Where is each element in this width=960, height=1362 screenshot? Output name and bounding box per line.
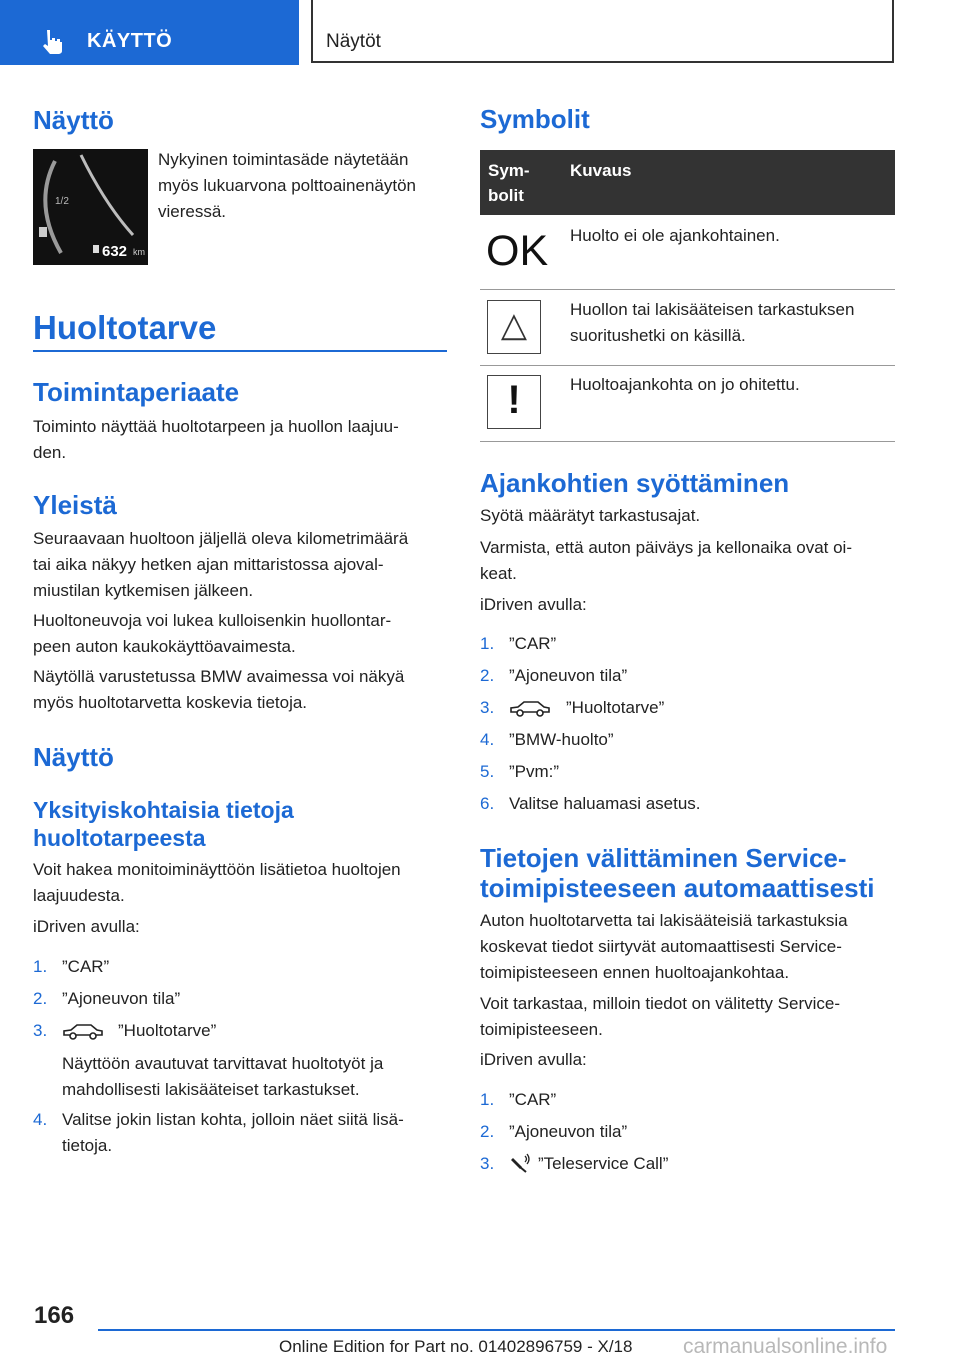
table-row [480,366,895,442]
page-number: 166 [34,1302,75,1329]
ajankohtien-p1: Syötä määrätyt tarkastusajat. [480,506,701,525]
list-item-subtext: Näyttöön avautuvat tarvittavat huoltotyöt ja mahdollisesti lakisääteiset tarkastukset. [62,1054,384,1099]
toimintaperiaate-text: Toiminto näyttää huoltotarpeen ja huollon laajuu- den. [33,417,399,462]
list-number: 4. [480,730,495,749]
table-cell-description: Huoltoajankohta on jo ohitettu. [570,375,800,394]
yleista-paragraph-2: Huoltoneuvoja voi lukea kulloisenkin huollontar- peen auton kaukokäyttöavaimesta. [33,611,392,656]
naytto-heading: Näyttö [33,105,114,135]
watermark: carmanualsonline.info [683,1335,888,1358]
list-number: 2. [480,666,495,685]
header-title: Näytöt [326,31,381,52]
idrive-label: iDriven avulla: [33,917,140,936]
list-item-text: ”Huoltotarve” [118,1021,217,1040]
yksityiskohtaisia-paragraph: Voit hakea monitoiminäyttöön lisätietoa huoltojen laajuudesta. [33,860,401,905]
table-row [480,290,895,366]
list-number: 2. [480,1122,495,1141]
yksityiskohtaisia-heading: Yksityiskohtaisia tietoja huoltotarpeesta [33,797,294,851]
list-item-text: ”BMW-huolto” [509,730,614,749]
warning-triangle-icon: △ [487,300,541,354]
symbol-table [480,150,895,442]
tietojen-p2: Voit tarkastaa, milloin tiedot on välitetty Service- toimipisteeseen. [480,994,840,1039]
list-number: 1. [480,634,495,653]
idrive-label: iDriven avulla: [480,1050,587,1069]
list-item-text: ”Teleservice Call” [538,1154,669,1173]
ajankohtien-p2: Varmista, että auton päiväys ja kellonaika ovat oi- keat. [480,538,852,583]
tietojen-heading: Tietojen välittäminen Service- toimipisteeseen automaattisesti [480,843,875,903]
list-item-text: ”Huoltotarve” [566,698,665,717]
toimintaperiaate-heading: Toimintaperiaate [33,377,240,407]
table-header-symbol: Sym- bolit [488,161,530,205]
ok-symbol: OK [486,227,549,275]
list-number: 1. [480,1090,495,1109]
instrument-cluster-image [33,149,148,265]
list-item-text: Valitse jokin listan kohta, jolloin näet siitä lisä- tietoja. [62,1110,404,1155]
symbolit-heading: Symbolit [480,104,590,134]
list-item-text: ”CAR” [509,634,557,653]
list-item-text: ”CAR” [509,1090,557,1109]
range-unit: km [133,247,145,257]
gauge-half-label: 1/2 [55,196,69,207]
header-title-box [311,0,894,63]
yleista-paragraph-1: Seuraavaan huoltoon jäljellä oleva kilometrimäärä tai aika näkyy hetken ajan mittaristossa ajoval- miustilan kytkemisen jälkeen. [33,529,409,600]
list-item-text: ”Ajoneuvon tila” [509,666,628,685]
car-icon [508,698,552,718]
hand-pointer-icon [40,28,66,54]
tietojen-p1: Auton huoltotarvetta tai lakisääteisiä tarkastuksia koskevat tiedot siirtyvät automaattisesti Service- toimipisteeseen ennen huoltoajankohtaa. [480,911,848,982]
fuel-gauge-graphic [33,149,148,265]
heading-rule [33,350,447,352]
exclamation-icon: ! [487,375,541,429]
wrench-signal-icon [510,1153,532,1173]
car-icon [61,1021,105,1041]
table-row [480,215,895,290]
list-number: 3. [480,1154,495,1173]
idrive-label: iDriven avulla: [480,595,587,614]
table-header-description: Kuvaus [570,161,632,180]
list-item-text: ”Pvm:” [509,762,560,781]
list-item: 1. [33,957,48,976]
huoltotarve-heading: Huoltotarve [33,309,217,346]
table-cell-description: Huollon tai lakisääteisen tarkastuksen suoritushetki on käsillä. [570,300,855,345]
yleista-paragraph-3: Näytöllä varustetussa BMW avaimessa voi näkyä myös huoltotarvetta koskevia tietoja. [33,667,405,712]
footer-rule [98,1329,895,1331]
list-item-text: Valitse haluamasi asetus. [509,794,701,813]
list-item: 3. [33,1021,48,1040]
table-header [480,150,895,215]
footer-edition: Online Edition for Part no. 01402896759 - X/18 [279,1337,633,1356]
naytto-description: Nykyinen toimintasäde näytetään myös lukuarvona polttoainenäytön vieressä. [158,150,416,221]
list-item-text: ”CAR” [62,957,110,976]
list-number: 6. [480,794,495,813]
list-item: 2. [33,989,48,1008]
range-value: 632 [102,243,128,260]
ajankohtien-heading: Ajankohtien syöttäminen [480,468,790,498]
yleista-heading: Yleistä [33,490,117,520]
list-number: 3. [480,698,495,717]
header-section-label: KÄYTTÖ [87,30,173,52]
list-item: 4. [33,1110,48,1129]
table-cell-description: Huolto ei ole ajankohtainen. [570,226,780,245]
naytto2-heading: Näyttö [33,742,114,772]
list-item-text: ”Ajoneuvon tila” [509,1122,628,1141]
list-number: 5. [480,762,495,781]
list-item-text: ”Ajoneuvon tila” [62,989,181,1008]
